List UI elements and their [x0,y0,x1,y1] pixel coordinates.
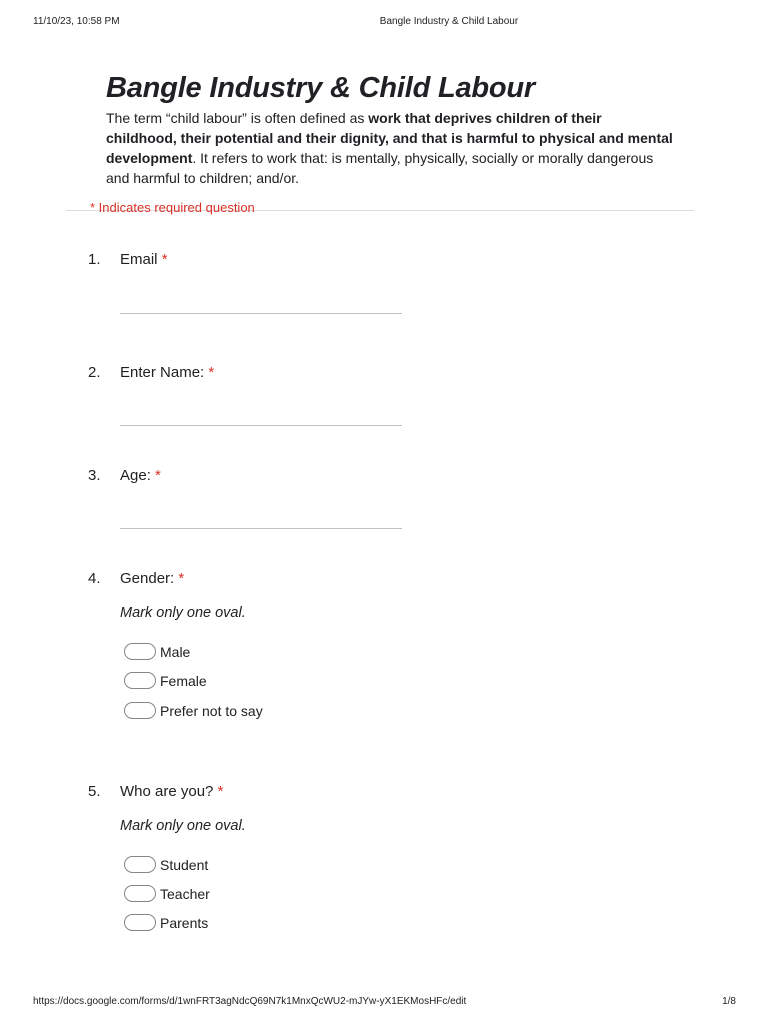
question-label [120,467,161,484]
required-asterisk: * [178,570,185,587]
page-url: https://docs.google.com/forms/d/1wnFRT3agNdcQ69N7k1MnxQcWU2-mJYw-yX1EKMosHFc/edit [33,996,467,1007]
age-field[interactable] [120,528,402,529]
required-note: * Indicates required question [90,200,255,215]
required-asterisk: * [208,364,215,381]
form-title: Bangle Industry & Child Labour [106,72,536,104]
option-label: Student [160,857,209,873]
name-field[interactable] [120,425,402,426]
question-number: 2. [88,364,101,381]
radio-oval[interactable] [124,702,156,719]
option-label: Male [160,644,191,660]
question-label-text: Enter Name: [120,364,205,381]
question-number: 1. [88,251,101,268]
option-label: Prefer not to say [160,703,263,719]
question-label-text: Gender: [120,570,175,587]
form-description [106,108,676,188]
print-footer [0,996,768,1010]
radio-oval[interactable] [124,914,156,931]
question-label [120,783,223,800]
question-number: 3. [88,467,101,484]
radio-oval[interactable] [124,643,156,660]
radio-oval[interactable] [124,856,156,873]
print-document-title: Bangle Industry & Child Labour [379,16,519,27]
option-label: Female [160,673,207,689]
question-hint: Mark only one oval. [120,818,246,834]
form-description-text: The term “child labour” is often defined as [106,110,369,126]
question-label [120,570,184,587]
page-number: 1/8 [722,996,736,1007]
print-header [0,16,768,30]
question-label [120,364,214,381]
option-label: Parents [160,915,209,931]
required-asterisk: * [155,467,161,484]
email-field[interactable] [120,313,402,314]
question-label [120,251,168,268]
question-label-text: Who are you? [120,783,214,800]
radio-oval[interactable] [124,672,156,689]
required-asterisk: * [161,251,168,268]
form-description-text-end: . It refers to work that: is mentally, physically, socially or morally dangerous and harmful to children; and/or. [106,150,654,186]
radio-oval[interactable] [124,885,156,902]
option-label: Teacher [160,886,210,902]
question-label-text: Age: [120,467,151,484]
required-asterisk: * [217,783,224,800]
question-label-text: Email [120,251,158,268]
print-timestamp: 11/10/23, 10:58 PM [33,16,120,27]
question-number: 4. [88,570,101,587]
question-number: 5. [88,783,101,800]
question-hint: Mark only one oval. [120,605,246,621]
form-description-bold: work that deprives children of their childhood, their potential and their dignity, and that is harmful to physical and mental development [106,110,673,166]
